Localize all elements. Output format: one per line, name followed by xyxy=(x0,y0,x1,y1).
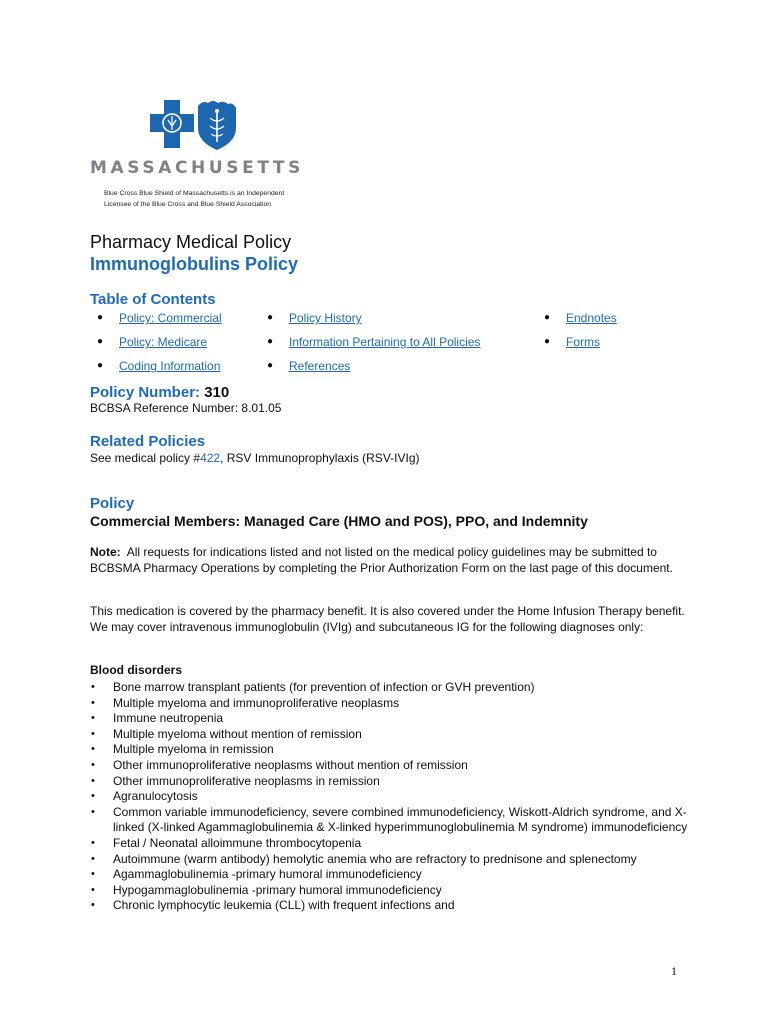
toc-link-policy-commercial[interactable]: Policy: Commercial xyxy=(119,311,222,325)
document-subtitle: Immunoglobulins Policy xyxy=(90,254,299,274)
logo-wordmark: MASSACHUSETTS xyxy=(90,158,304,178)
commercial-members-heading: Commercial Members: Managed Care (HMO and POS), PPO, and Indemnity xyxy=(90,513,588,529)
document-title: Pharmacy Medical Policy xyxy=(90,232,292,252)
list-item: • Other immunoproliferative neoplasms in remission xyxy=(90,774,690,790)
bullet-icon: ● xyxy=(97,312,104,323)
list-item: • Multiple myeloma and immunoproliferative neoplasms xyxy=(90,696,690,712)
bullet-icon: ● xyxy=(267,360,274,371)
bullet-icon: ● xyxy=(267,336,274,347)
toc-link-policy-medicare[interactable]: Policy: Medicare xyxy=(119,335,208,349)
list-item: • Chronic lymphocytic leukemia (CLL) with frequent infections and xyxy=(90,898,690,914)
policy-number-value: 310 xyxy=(204,384,230,401)
coverage-paragraph: This medication is covered by the pharmacy benefit. It is also covered under the Home Infusion Therapy benefit. We may cover intravenous immunoglobulin (IVIg) and subcutaneous IG for the following diagnoses only: xyxy=(90,604,685,634)
policy-number-heading: Policy Number: 310 xyxy=(90,384,230,401)
list-item: • Hypogammaglobulinemia -primary humoral immunodeficiency xyxy=(90,883,690,899)
list-item: • Multiple myeloma in remission xyxy=(90,742,690,758)
blood-disorders-heading: Blood disorders xyxy=(90,663,183,677)
list-item: • Fetal / Neonatal alloimmune thrombocytopenia xyxy=(90,836,690,852)
toc-link-endnotes[interactable]: Endnotes xyxy=(566,311,617,325)
blue-cross-icon xyxy=(150,100,194,148)
page-number: 1 xyxy=(671,964,677,978)
bullet-icon: ● xyxy=(544,312,551,323)
toc-link-information-all-policies[interactable]: Information Pertaining to All Policies xyxy=(289,335,481,349)
bullet-icon: ● xyxy=(544,336,551,347)
bullet-icon: ● xyxy=(267,312,274,323)
bcbsa-reference: BCBSA Reference Number: 8.01.05 xyxy=(90,401,282,415)
toc-link-coding-information[interactable]: Coding Information xyxy=(119,359,221,373)
list-item: • Common variable immunodeficiency, severe combined immunodeficiency, Wiskott-Aldrich syndrome, and X-linked (X-linked Agammaglobulinemia & X-linked hyperimmunoglobulinemia M syndrome) immunodeficiency xyxy=(90,805,690,836)
policy-heading: Policy xyxy=(90,495,135,512)
bullet-icon: ● xyxy=(97,360,104,371)
licensee-note: Blue Cross Blue Shield of Massachusetts is an Independent Licensee of the Blue Cross and Blue Shield Association xyxy=(104,190,285,208)
toc-link-references[interactable]: References xyxy=(289,359,351,373)
list-item: • Agammaglobulinemia -primary humoral immunodeficiency xyxy=(90,867,690,883)
bcbs-logo xyxy=(150,100,240,150)
blood-disorders-list xyxy=(90,680,690,914)
bullet-icon: ● xyxy=(97,336,104,347)
related-policies-text: See medical policy #422, RSV Immunoprophylaxis (RSV-IVIg) xyxy=(90,451,420,465)
related-policy-link[interactable]: 422 xyxy=(200,451,221,465)
toc-link-policy-history[interactable]: Policy History xyxy=(289,311,362,325)
list-item: • Immune neutropenia xyxy=(90,711,690,727)
list-item: • Other immunoproliferative neoplasms without mention of remission xyxy=(90,758,690,774)
toc-link-forms[interactable]: Forms xyxy=(566,335,600,349)
note-paragraph: Note: All requests for indications listed and not listed on the medical policy guidelines may be submitted to BCBSMA Pharmacy Operations by completing the Prior Authorization Form on the last page of this document. xyxy=(90,545,673,575)
toc-heading: Table of Contents xyxy=(90,291,216,308)
list-item: • Bone marrow transplant patients (for prevention of infection or GVH prevention) xyxy=(90,680,690,696)
blue-shield-icon xyxy=(198,101,236,150)
related-policies-heading: Related Policies xyxy=(90,433,206,450)
list-item: • Autoimmune (warm antibody) hemolytic anemia who are refractory to prednisone and splenectomy xyxy=(90,852,690,868)
list-item: • Agranulocytosis xyxy=(90,789,690,805)
list-item: • Multiple myeloma without mention of remission xyxy=(90,727,690,743)
